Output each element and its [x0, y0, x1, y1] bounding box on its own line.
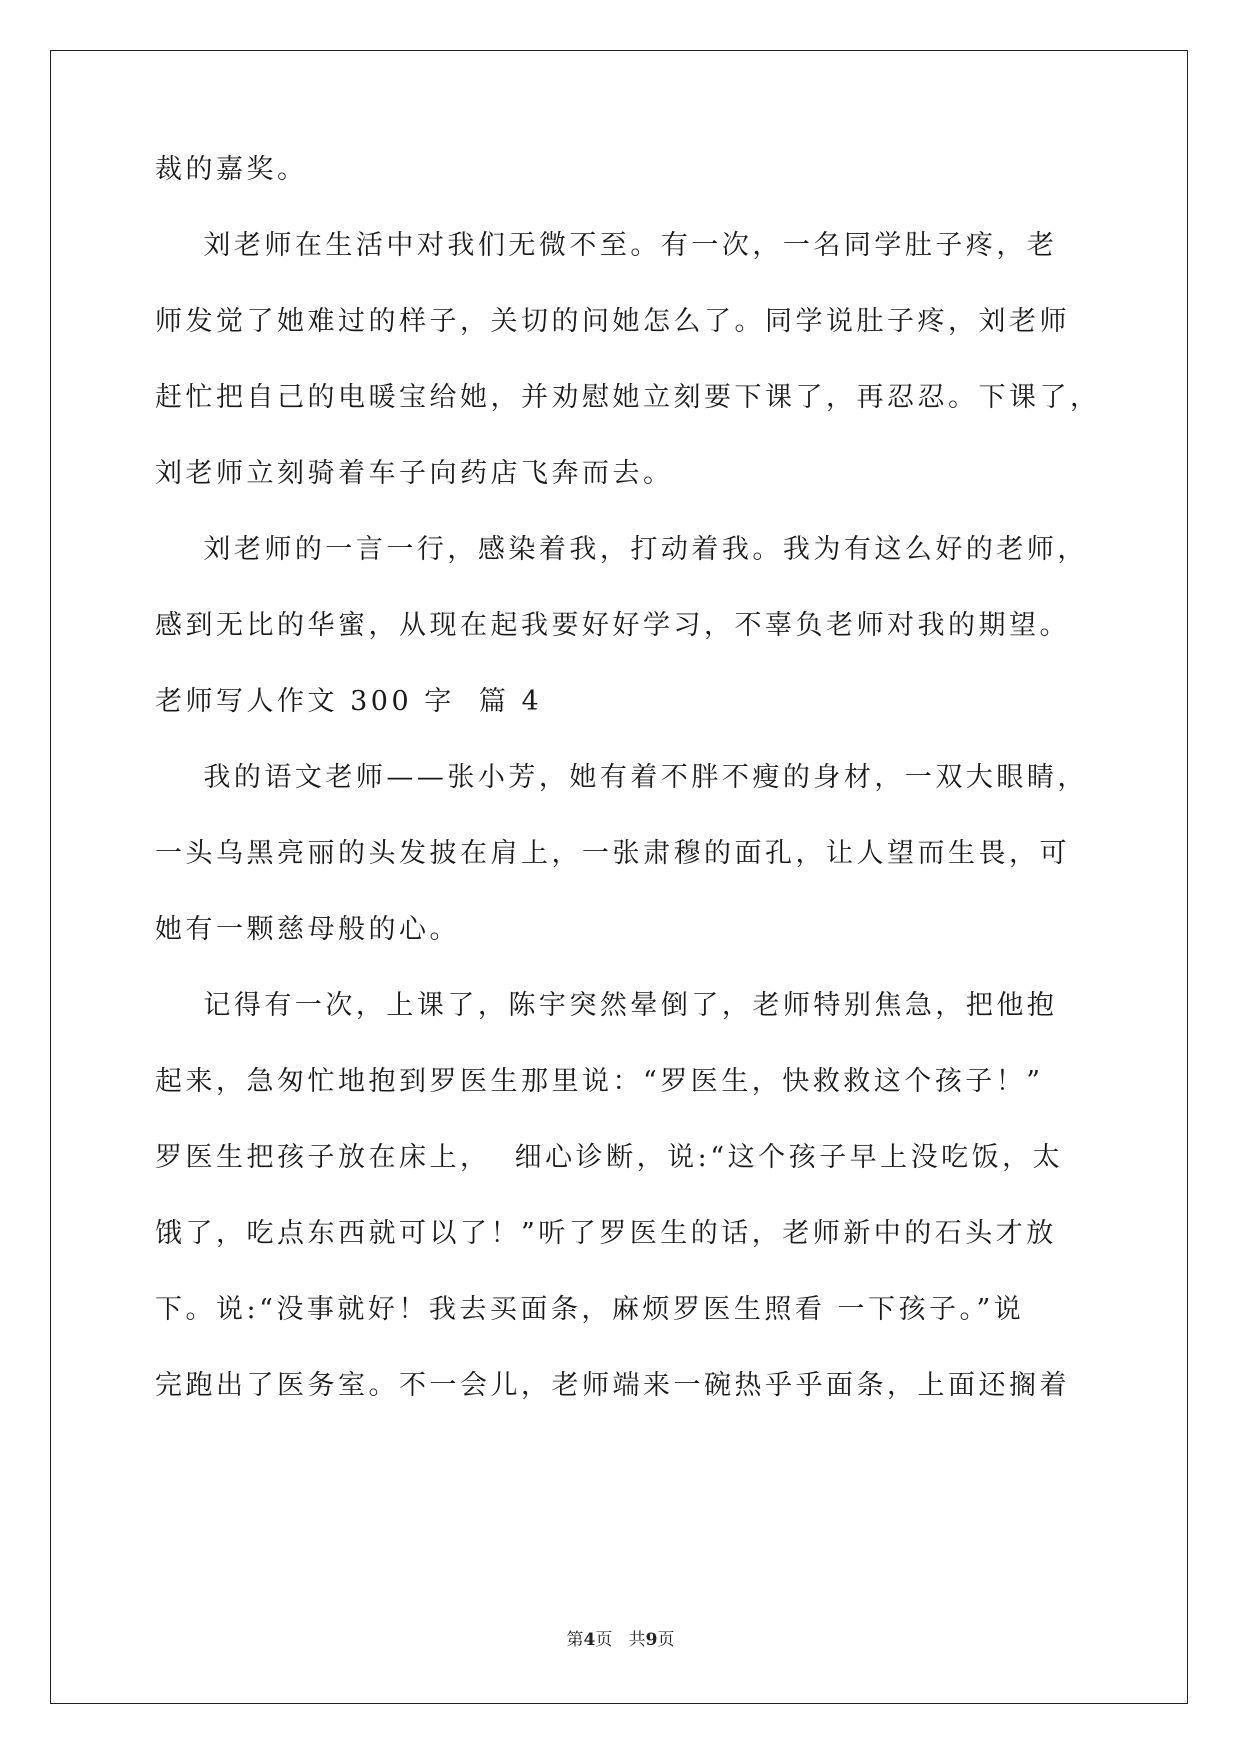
text-line: 感到无比的华蜜，从现在起我要好好学习，不辜负老师对我的期望。 — [155, 610, 1070, 641]
footer-prefix: 第 — [566, 1630, 584, 1650]
section-heading: 老师写人作文 300 字 篇 4 — [155, 686, 543, 717]
text-line: 裁的嘉奖。 — [155, 154, 308, 185]
current-page-number: 4 — [583, 1630, 596, 1650]
text-line: 一头乌黑亮丽的头发披在肩上，一张肃穆的面孔，让人望而生畏，可 — [155, 838, 1070, 869]
text-line: 完跑出了医务室。不一会儿，老师端来一碗热乎乎面条，上面还搁着 — [155, 1370, 1070, 1401]
text-line: 饿了，吃点东西就可以了！”听了罗医生的话，老师新中的石头才放 — [155, 1218, 1057, 1249]
text-line: 下。说:“没事就好！我去买面条，麻烦罗医生照看 一下孩子。”说 — [155, 1294, 1025, 1325]
footer-suffix: 页 — [657, 1630, 675, 1650]
text-line: 刘老师的一言一行，感染着我，打动着我。我为有这么好的老师， — [155, 534, 1088, 565]
text-line: 记得有一次，上课了，陈宇突然晕倒了，老师特别焦急，把他抱 — [155, 990, 1058, 1021]
text-line: 我的语文老师——张小芳，她有着不胖不瘦的身材，一双大眼睛， — [155, 762, 1088, 793]
page-border — [50, 50, 1188, 1704]
text-line: 她有一颗慈母般的心。 — [155, 914, 460, 945]
text-line: 起来，急匆忙地抱到罗医生那里说：“罗医生，快救救这个孩子！” — [155, 1066, 1044, 1097]
text-line: 罗医生把孩子放在床上， 细心诊断，说:“这个孩子早上没吃饭，太 — [155, 1142, 1064, 1173]
footer-middle: 页 共 — [595, 1630, 646, 1650]
text-line: 师发觉了她难过的样子，关切的问她怎么了。同学说肚子疼，刘老师 — [155, 306, 1070, 337]
text-line: 刘老师在生活中对我们无微不至。有一次，一名同学肚子疼，老 — [155, 230, 1058, 261]
total-page-number: 9 — [645, 1630, 658, 1650]
text-line: 赶忙把自己的电暖宝给她，并劝慰她立刻要下课了，再忍忍。下课了， — [155, 382, 1101, 413]
page-number-footer — [0, 1625, 1241, 1650]
text-line: 刘老师立刻骑着车子向药店飞奔而去。 — [155, 458, 674, 489]
